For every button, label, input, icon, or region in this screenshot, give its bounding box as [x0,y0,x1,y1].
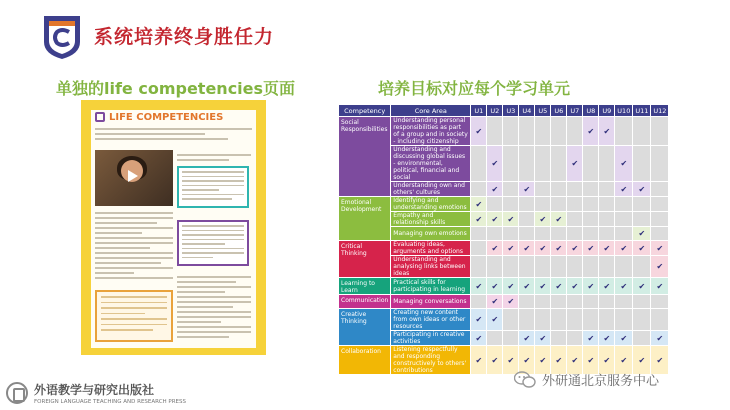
empty-cell [651,117,669,146]
check-icon: ✔ [519,182,535,197]
check-icon: ✔ [551,346,567,375]
page-title: 系统培养终身胜任力 [94,26,275,48]
col-header-unit: U4 [519,105,535,117]
check-icon: ✔ [633,182,651,197]
check-icon: ✔ [471,197,487,212]
check-icon: ✔ [535,278,551,295]
empty-cell [519,295,535,309]
check-icon: ✔ [567,278,583,295]
check-icon: ✔ [633,227,651,241]
empty-cell [471,256,487,278]
empty-cell [567,212,583,227]
check-icon: ✔ [651,241,669,256]
col-header-unit: U5 [535,105,551,117]
video-thumbnail [95,150,173,206]
empty-cell [551,182,567,197]
empty-cell [551,146,567,182]
check-icon: ✔ [615,278,633,295]
check-icon: ✔ [633,241,651,256]
wechat-account-name: 外研通北京服务中心 [542,374,660,389]
publisher-name-en: FOREIGN LANGUAGE TEACHING AND RESEARCH PRESS [34,399,187,405]
check-icon: ✔ [583,278,599,295]
empty-cell [535,295,551,309]
tip-box [95,290,173,342]
check-icon: ✔ [471,212,487,227]
empty-cell [599,182,615,197]
empty-cell [567,309,583,331]
core-area-cell: Understanding personal responsibilities as part of a group and in society - including citizenship [391,117,471,146]
empty-cell [551,256,567,278]
empty-cell [583,227,599,241]
empty-cell [535,197,551,212]
empty-cell [487,331,503,346]
check-icon: ✔ [535,331,551,346]
check-icon: ✔ [519,331,535,346]
check-icon: ✔ [567,241,583,256]
empty-cell [651,309,669,331]
core-area-cell: Empathy and relationship skills [391,212,471,227]
empty-cell [583,212,599,227]
empty-cell [651,146,669,182]
core-area-cell: Listening respectfully and responding constructively to others' contributions [391,346,471,375]
table-row [339,309,669,331]
table-row [339,295,669,309]
empty-cell [633,117,651,146]
empty-cell [519,212,535,227]
life-competencies-logo-icon [40,14,84,60]
empty-cell [651,212,669,227]
empty-cell [599,227,615,241]
empty-cell [519,309,535,331]
check-icon: ✔ [487,146,503,182]
empty-cell [583,197,599,212]
check-icon: ✔ [487,309,503,331]
empty-cell [651,182,669,197]
empty-cell [551,117,567,146]
empty-cell [633,212,651,227]
empty-cell [471,227,487,241]
check-icon: ✔ [519,241,535,256]
empty-cell [615,227,633,241]
check-icon: ✔ [583,346,599,375]
core-area-cell: Participating in creative activities [391,331,471,346]
check-icon: ✔ [551,278,567,295]
empty-cell [583,146,599,182]
check-icon: ✔ [651,278,669,295]
check-icon: ✔ [471,331,487,346]
empty-cell [567,331,583,346]
check-icon: ✔ [487,346,503,375]
check-icon: ✔ [471,278,487,295]
empty-cell [551,309,567,331]
col-header-unit: U1 [471,105,487,117]
empty-cell [651,295,669,309]
check-icon: ✔ [503,346,519,375]
check-icon: ✔ [567,346,583,375]
empty-cell [651,197,669,212]
col-header-competency: Competency [339,105,391,117]
empty-cell [503,146,519,182]
empty-cell [471,146,487,182]
table-row [339,241,669,256]
empty-cell [599,295,615,309]
empty-cell [487,256,503,278]
col-header-unit: U11 [633,105,651,117]
table-row [339,117,669,146]
empty-cell [535,182,551,197]
check-icon: ✔ [535,212,551,227]
empty-cell [471,295,487,309]
empty-cell [599,146,615,182]
empty-cell [633,331,651,346]
core-area-cell: Identifying and understanding emotions [391,197,471,212]
check-icon: ✔ [615,346,633,375]
core-area-cell: Understanding and discussing global issues - environmental, political, financial and social [391,146,471,182]
empty-cell [567,197,583,212]
empty-cell [535,256,551,278]
competency-cell: Communication [339,295,391,309]
col-header-unit: U7 [567,105,583,117]
check-icon: ✔ [519,346,535,375]
core-area-cell: Understanding own and others' cultures [391,182,471,197]
empty-cell [503,197,519,212]
check-icon: ✔ [599,117,615,146]
check-icon: ✔ [583,241,599,256]
empty-cell [503,256,519,278]
empty-cell [599,256,615,278]
empty-cell [503,117,519,146]
check-icon: ✔ [487,212,503,227]
competency-badge-icon [95,112,105,122]
col-header-unit: U9 [599,105,615,117]
check-icon: ✔ [615,146,633,182]
check-icon: ✔ [615,241,633,256]
publisher-icon [6,382,28,404]
check-icon: ✔ [487,182,503,197]
col-header-unit: U10 [615,105,633,117]
competency-cell: Critical Thinking [339,241,391,278]
table-row [339,278,669,295]
empty-cell [583,309,599,331]
check-icon: ✔ [651,331,669,346]
competency-cell: Creative Thinking [339,309,391,346]
check-icon: ✔ [651,346,669,375]
empty-cell [633,146,651,182]
subtitle-right: 培养目标对应每个学习单元 [378,79,571,98]
core-area-cell: Managing conversations [391,295,471,309]
empty-cell [583,182,599,197]
check-icon: ✔ [535,241,551,256]
publisher-logo [6,381,186,405]
col-header-unit: U3 [503,105,519,117]
empty-cell [615,256,633,278]
competency-cell: Social Responsibilities [339,117,391,197]
check-icon: ✔ [599,331,615,346]
empty-cell [535,146,551,182]
check-icon: ✔ [487,241,503,256]
empty-cell [567,295,583,309]
check-icon: ✔ [487,278,503,295]
competency-cell: Collaboration [339,346,391,375]
check-icon: ✔ [567,146,583,182]
empty-cell [583,256,599,278]
col-header-core-area: Core Area [391,105,471,117]
col-header-unit: U8 [583,105,599,117]
empty-cell [615,309,633,331]
empty-cell [599,212,615,227]
empty-cell [567,227,583,241]
empty-cell [551,197,567,212]
empty-cell [615,212,633,227]
check-icon: ✔ [471,309,487,331]
check-icon: ✔ [503,278,519,295]
competency-cell: Learning to Learn [339,278,391,295]
core-area-cell: Managing own emotions [391,227,471,241]
col-header-unit: U2 [487,105,503,117]
empty-cell [615,295,633,309]
empty-cell [633,309,651,331]
empty-cell [487,117,503,146]
check-icon: ✔ [583,331,599,346]
empty-cell [503,182,519,197]
empty-cell [599,309,615,331]
textbook-page-image [81,100,266,355]
play-icon [128,170,138,182]
empty-cell [535,117,551,146]
empty-cell [519,197,535,212]
competency-table [338,104,669,375]
empty-cell [567,256,583,278]
empty-cell [583,295,599,309]
check-icon: ✔ [503,212,519,227]
check-icon: ✔ [519,278,535,295]
publisher-name-cn: 外语教学与研究出版社 [34,383,155,397]
core-area-cell: Evaluating ideas, arguments and options [391,241,471,256]
empty-cell [471,182,487,197]
empty-cell [471,241,487,256]
empty-cell [503,331,519,346]
core-area-cell: Practical skills for participating in learning [391,278,471,295]
col-header-unit: U6 [551,105,567,117]
check-icon: ✔ [535,346,551,375]
table-row [339,197,669,212]
check-icon: ✔ [599,278,615,295]
empty-cell [633,256,651,278]
empty-cell [615,197,633,212]
check-icon: ✔ [551,212,567,227]
check-icon: ✔ [633,346,651,375]
check-icon: ✔ [503,295,519,309]
empty-cell [551,227,567,241]
empty-cell [519,256,535,278]
check-icon: ✔ [599,346,615,375]
empty-cell [551,295,567,309]
book-page-title: LIFE COMPETENCIES [109,111,224,123]
empty-cell [535,227,551,241]
empty-cell [567,117,583,146]
col-header-unit: U12 [651,105,669,117]
empty-cell [651,227,669,241]
core-area-cell: Understanding and analysing links between ideas [391,256,471,278]
check-icon: ✔ [633,278,651,295]
check-icon: ✔ [503,241,519,256]
check-icon: ✔ [487,295,503,309]
empty-cell [519,227,535,241]
wechat-icon [514,371,536,389]
empty-cell [551,331,567,346]
empty-cell [487,197,503,212]
empty-cell [487,227,503,241]
empty-cell [615,117,633,146]
core-area-cell: Creating new content from own ideas or other resources [391,309,471,331]
empty-cell [633,197,651,212]
empty-cell [503,227,519,241]
check-icon: ✔ [471,346,487,375]
empty-cell [535,309,551,331]
check-icon: ✔ [615,182,633,197]
check-icon: ✔ [471,117,487,146]
check-icon: ✔ [599,241,615,256]
empty-cell [567,182,583,197]
wechat-watermark [514,370,659,389]
check-icon: ✔ [583,117,599,146]
competency-cell: Emotional Development [339,197,391,241]
empty-cell [599,197,615,212]
empty-cell [503,309,519,331]
check-icon: ✔ [551,241,567,256]
empty-cell [633,295,651,309]
empty-cell [519,146,535,182]
empty-cell [519,117,535,146]
check-icon: ✔ [651,256,669,278]
check-icon: ✔ [615,331,633,346]
subtitle-left: 单独的life competencies页面 [56,79,296,98]
